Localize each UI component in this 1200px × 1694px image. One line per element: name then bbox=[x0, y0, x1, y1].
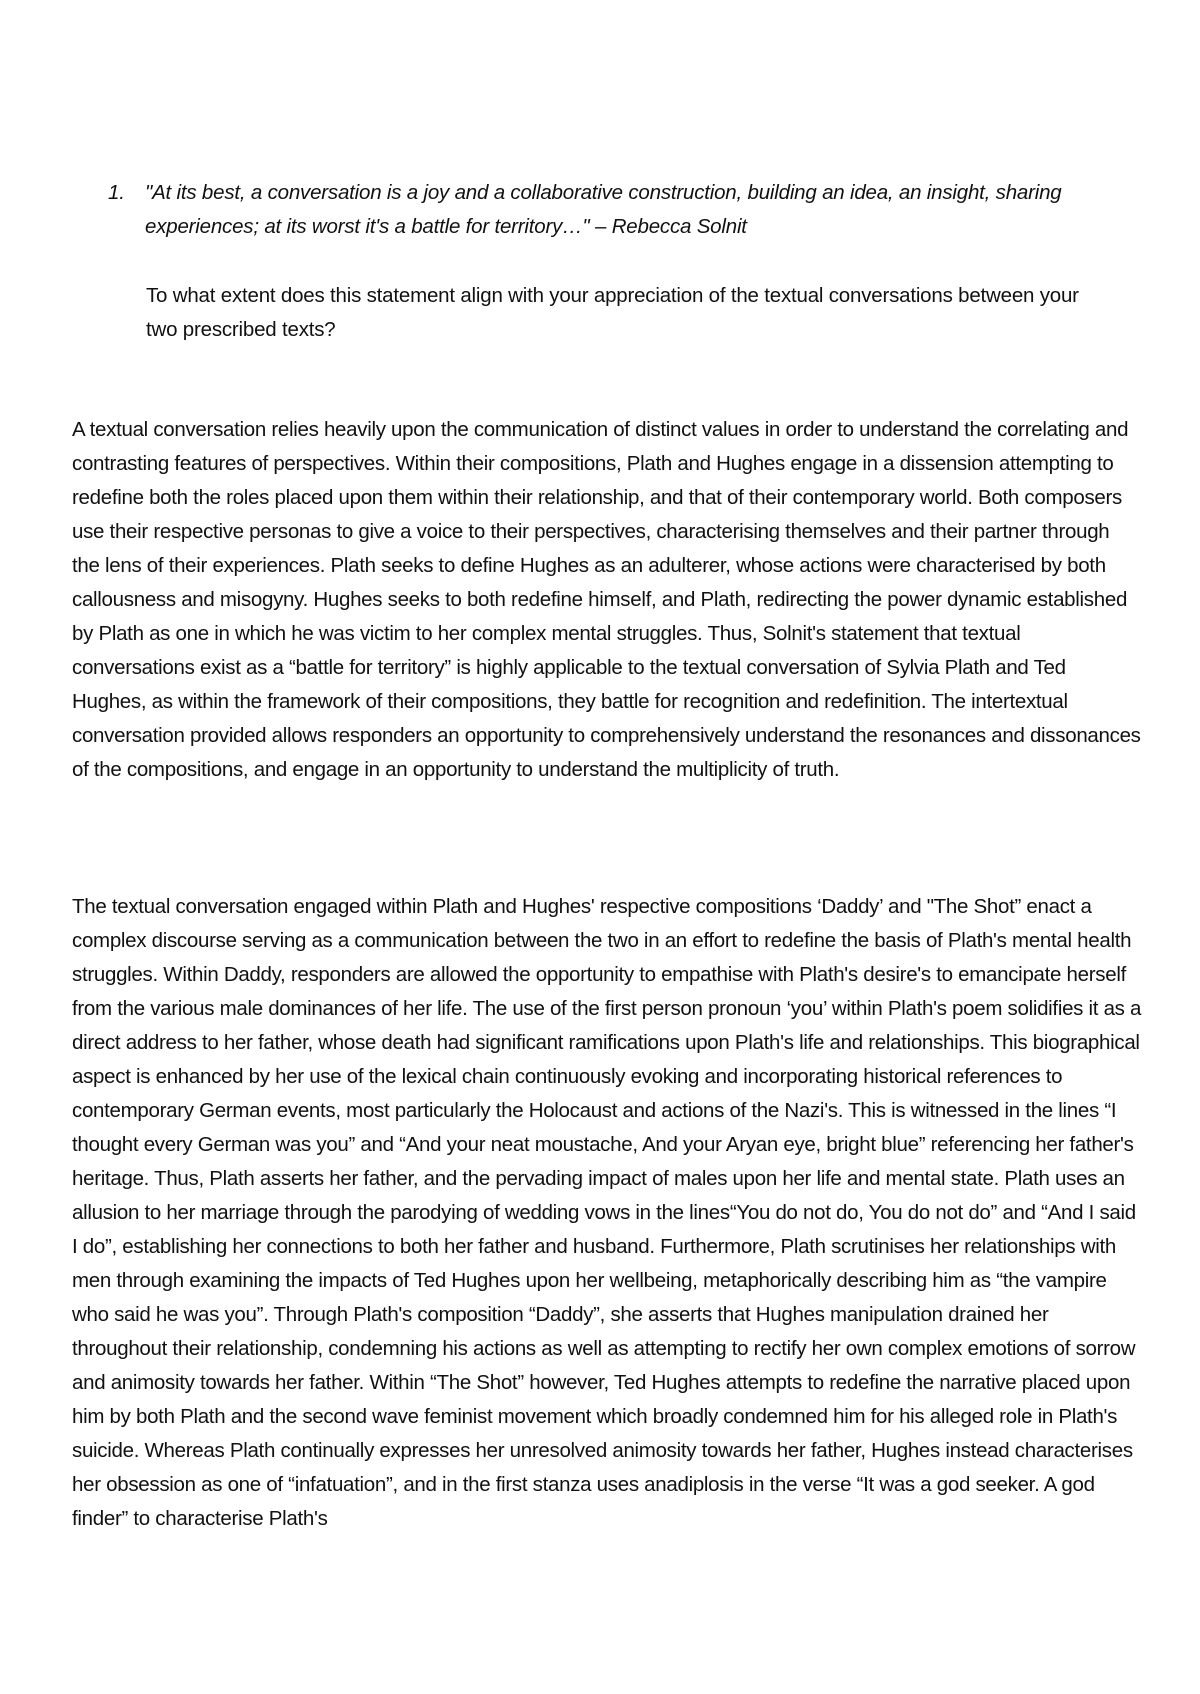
essay-paragraph-introduction: A textual conversation relies heavily upon the communication of distinct values in order to understand the correlating and contrasting features of perspectives. Within their compositions, Plath and Hughes engage in a dissension attempting to redefine both the roles placed upon them within their relationship, and that of their contemporary world. Both composers use their respective personas to give a voice to their perspectives, characterising themselves and their partner through the lens of their experiences. Plath seeks to define Hughes as an adulterer, whose actions were characterised by both callousness and misogyny. Hughes seeks to both redefine himself, and Plath, redirecting the power dynamic established by Plath as one in which he was victim to her complex mental struggles. Thus, Solnit's statement that textual conversations exist as a “battle for territory” is highly applicable to the textual conversation of Sylvia Plath and Ted Hughes, as within the framework of their compositions, they battle for recognition and redefinition. The intertextual conversation provided allows responders an opportunity to comprehensively understand the resonances and dissonances of the compositions, and engage in an opportunity to understand the multiplicity of truth. bbox=[72, 418, 1141, 781]
essay-paragraph-body: The textual conversation engaged within Plath and Hughes' respective compositions ‘Daddy’ and "The Shot” enact a complex discourse serving as a communication between the two in an effort to redefine the basis of Plath's mental health struggles. Within Daddy, responders are allowed the opportunity to empathise with Plath's desire's to emancipate herself from the various male dominances of her life. The use of the first person pronoun ‘you’ within Plath's poem solidifies it as a direct address to her father, whose death had significant ramifications upon Plath's life and relationships. This biographical aspect is enhanced by her use of the lexical chain continuously evoking and incorporating historical references to contemporary German events, most particularly the Holocaust and actions of the Nazi's. This is witnessed in the lines “I thought every German was you” and “And your neat moustache, And your Aryan eye, bright blue” referencing her father's heritage. Thus, Plath asserts her father, and the pervading impact of males upon her life and mental state. Plath uses an allusion to her marriage through the parodying of wedding vows in the lines“You do not do, You do not do” and “And I said I do”, establishing her connections to both her father and husband. Furthermore, Plath scrutinises her relationships with men through examining the impacts of Ted Hughes upon her wellbeing, metaphorically describing him as “the vampire who said he was you”. Through Plath's composition “Daddy”, she asserts that Hughes manipulation drained her throughout their relationship, condemning his actions as well as attempting to rectify her own complex emotions of sorrow and animosity towards her father. Within “The Shot” however, Ted Hughes attempts to redefine the narrative placed upon him by both Plath and the second wave feminist movement which broadly condemned him for his alleged role in Plath's suicide. Whereas Plath continually expresses her unresolved animosity towards her father, Hughes instead characterises her obsession as one of “infatuation”, and in the first stanza uses anadiplosis in the verse “It was a god seeker. A god finder” to characterise Plath's bbox=[72, 895, 1142, 1530]
question-prompt: To what extent does this statement align with your appreciation of the textual conversations between your two prescribed texts? bbox=[146, 284, 1079, 341]
question-number: 1. bbox=[108, 181, 125, 204]
essay-question bbox=[108, 176, 1108, 244]
question-quote: "At its best, a conversation is a joy and a collaborative construction, building an idea, an insight, sharing experiences; at its worst it's a battle for territory…" – Rebecca Solnit bbox=[145, 181, 1062, 238]
